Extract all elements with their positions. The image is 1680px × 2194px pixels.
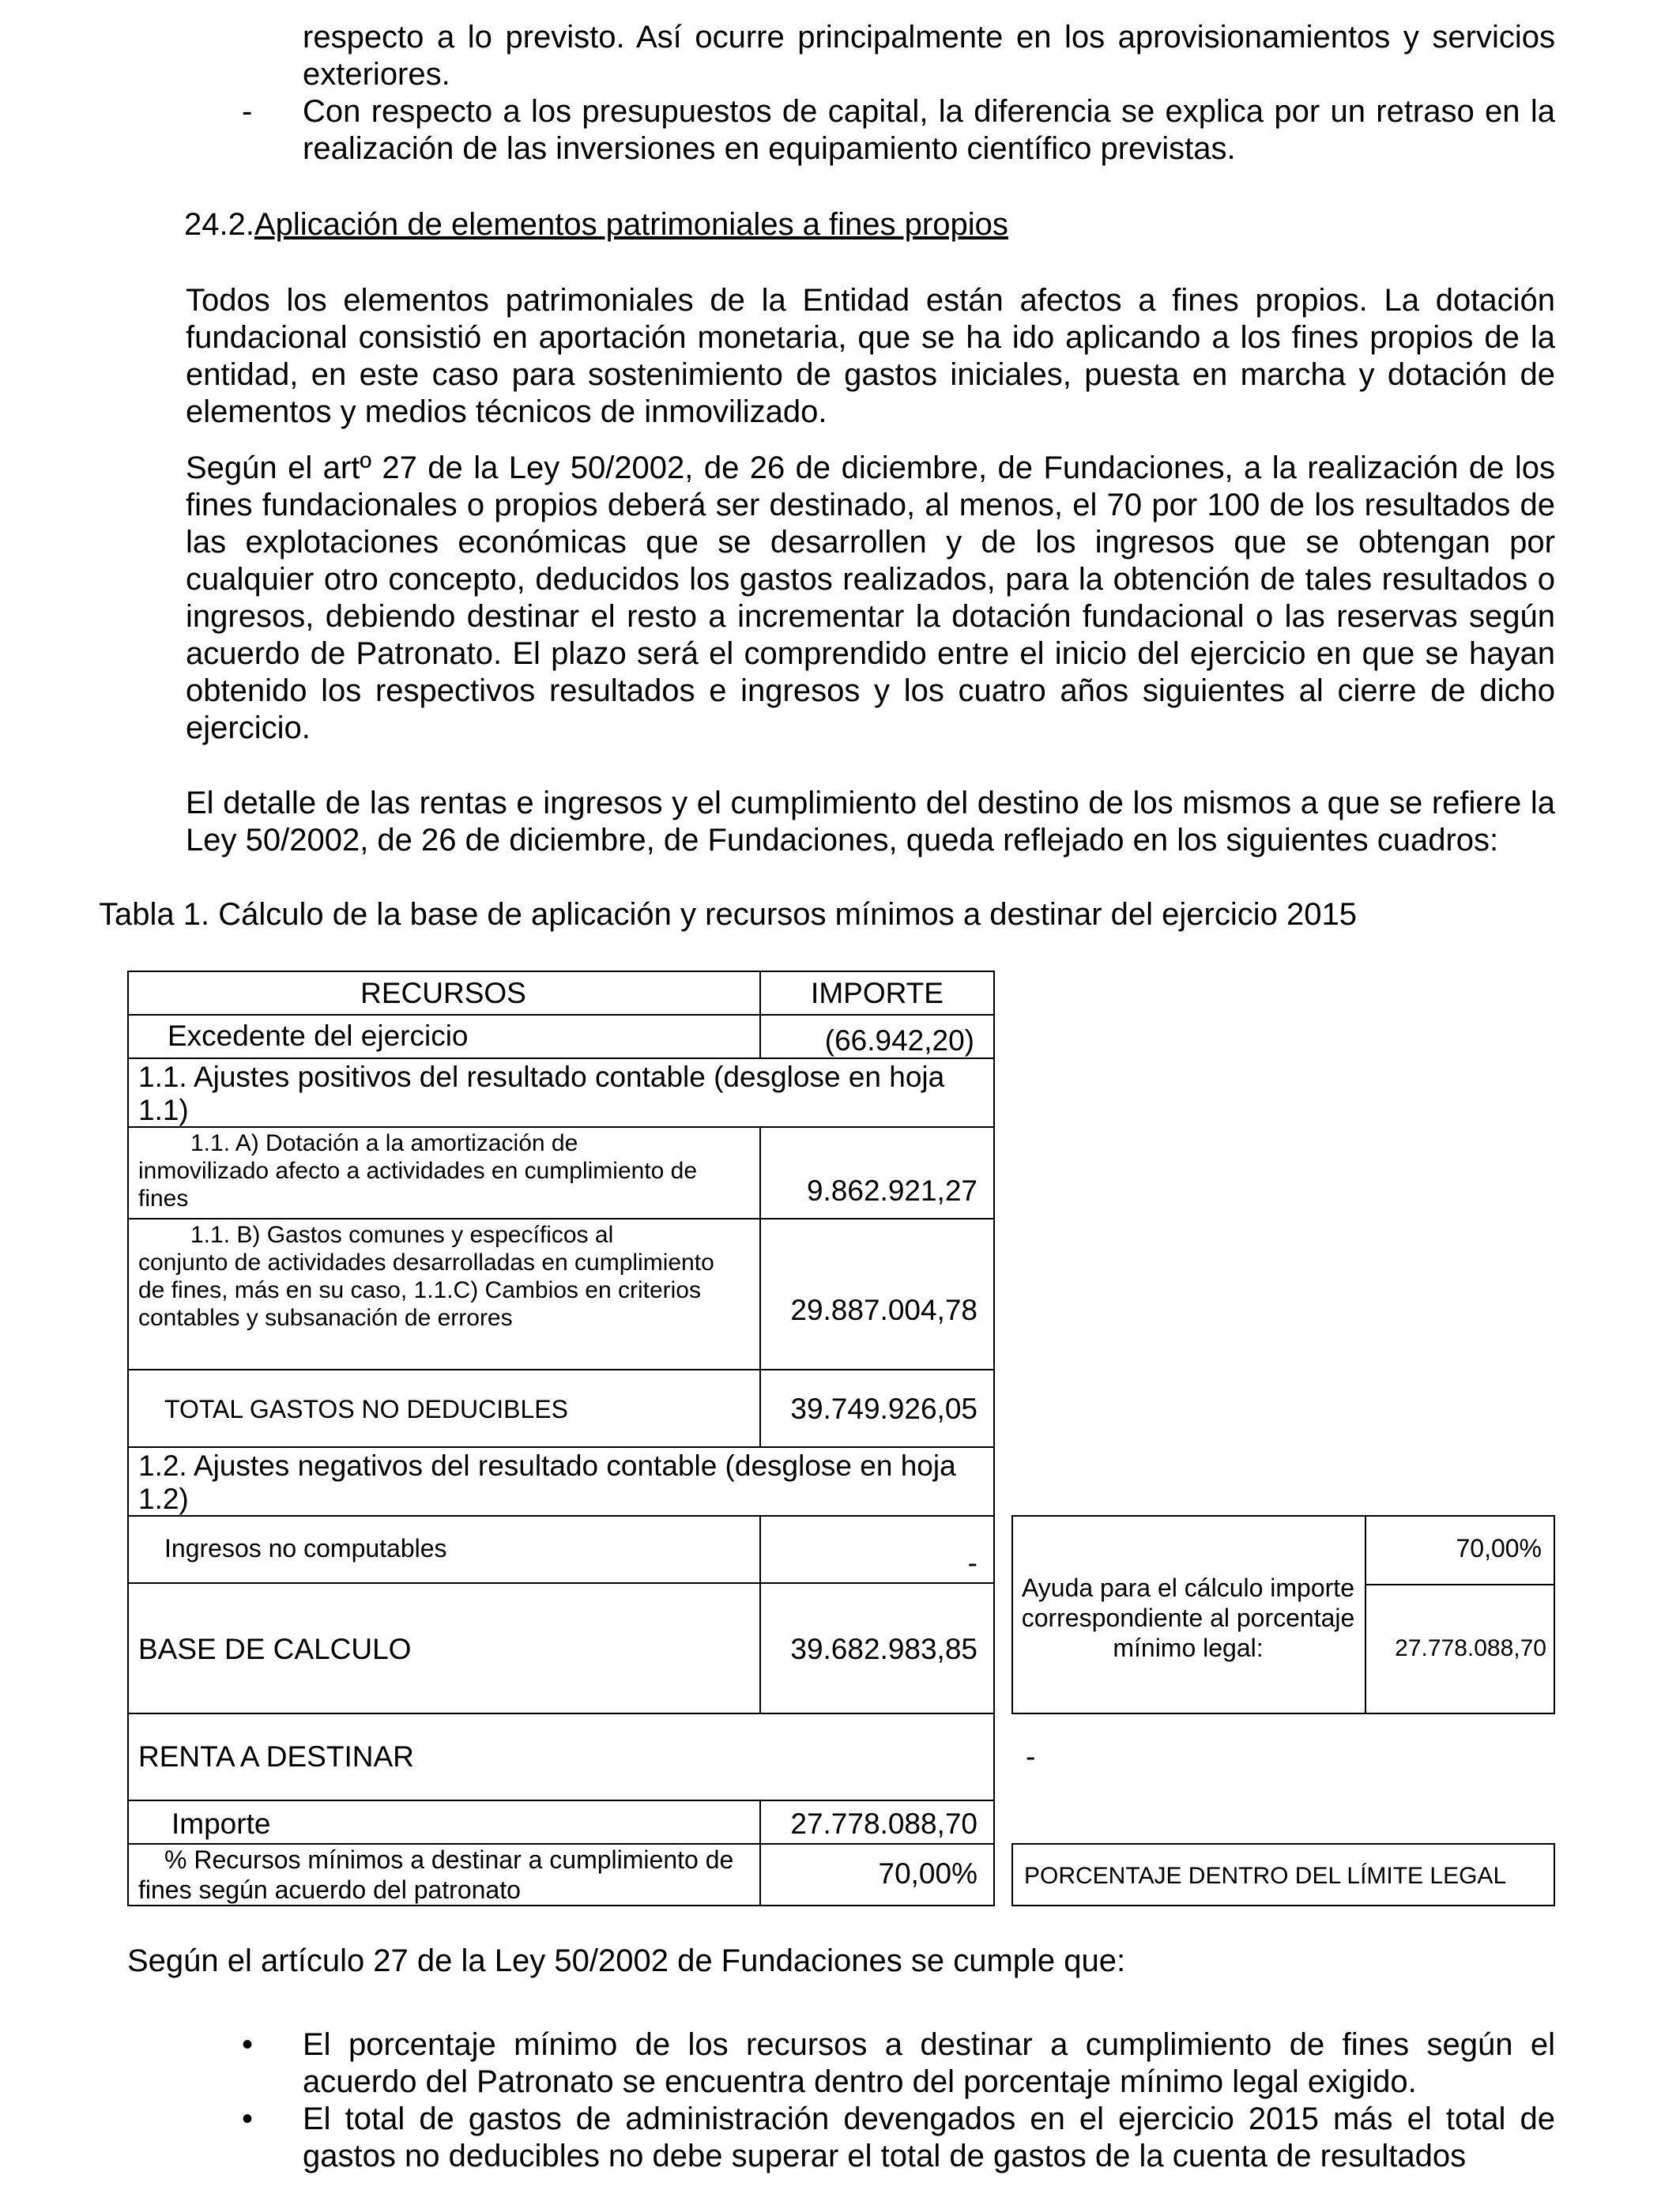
gastos-comunes-value: 29.887.004,78 bbox=[790, 1294, 977, 1326]
paragraph-ley-art27: Según el artº 27 de la Ley 50/2002, de 26 de diciembre, de Fundaciones, a la realización de los fines fundacionales o propios deberá ser destinado, al menos, el 70 por 100 de los resultados de las explotaciones económicas que se desarrollen y de los ingresos que se obtengan por cualquier otro concepto, deducidos los gastos realizados, para la obtención de tales resultados o ingresos, debiendo destinar el resto a incrementar la dotación fundacional o las reservas según acuerdo de Patronato. El plazo será el comprendido entre el inicio del ejercicio en que se hayan obtenido los respectivos resultados e ingresos y los cuatro años siguientes al cierre de dicho ejercicio. bbox=[186, 450, 1555, 745]
amortizacion-value: 9.862.921,27 bbox=[806, 1174, 977, 1207]
base-calculo-value: 39.682.983,85 bbox=[790, 1633, 977, 1665]
excedente-label: Excedente del ejercicio bbox=[168, 1020, 469, 1052]
bullet-dash: - bbox=[242, 94, 253, 129]
bullet-dot-2: • bbox=[242, 2102, 254, 2136]
header-recursos: RECURSOS bbox=[360, 977, 526, 1009]
paragraph-detalle-rentas: El detalle de las rentas e ingresos y el cumplimiento del destino de los mismos a que se refiere la Ley 50/2002, de 26 de diciembre, de Fundaciones, queda reflejado en los siguientes cuadros: bbox=[186, 786, 1555, 858]
intro-continuation: respecto a lo previsto. Así ocurre principalmente en los aprovisionamientos y servicios exteriores. bbox=[303, 20, 1555, 92]
gastos-comunes-label bbox=[138, 1221, 747, 1332]
helper-pct-value: 70,00% bbox=[1456, 1534, 1542, 1563]
importe-value: 27.778.088,70 bbox=[790, 1808, 977, 1840]
ingresos-label: Ingresos no computables bbox=[164, 1534, 447, 1563]
helper-text: Ayuda para el cálculo importe correspondiente al porcentaje mínimo legal: bbox=[1021, 1574, 1355, 1662]
gastos-comunes-label-rest: conjunto de actividades desarrolladas en cumplimiento de fines, más en su caso, 1.1.C) Cambios en criterios contables y subsanación de errores bbox=[138, 1250, 714, 1331]
porcentaje-label-first: % Recursos mínimos a destinar a cumplimiento de bbox=[164, 1845, 734, 1874]
amortizacion-label-first: 1.1. A) Dotación a la amortización de bbox=[190, 1130, 578, 1156]
ajustes-negativos-label: 1.2. Ajustes negativos del resultado contable (desglose en hoja 1.2) bbox=[138, 1449, 956, 1515]
status-text: PORCENTAJE DENTRO DEL LÍMITE LEGAL bbox=[1024, 1863, 1507, 1889]
porcentaje-value: 70,00% bbox=[878, 1857, 977, 1890]
porcentaje-label-rest: fines según acuerdo del patronato bbox=[138, 1875, 521, 1904]
table-caption: Tabla 1. Cálculo de la base de aplicación y recursos mínimos a destinar del ejercicio 2015 bbox=[99, 897, 1357, 932]
importe-label: Importe bbox=[171, 1808, 271, 1840]
bullet-dot-1: • bbox=[242, 2027, 254, 2062]
total-gastos-value: 39.749.926,05 bbox=[790, 1393, 977, 1425]
section-number: 24.2. bbox=[184, 207, 254, 242]
amortizacion-label-rest: inmovilizado afecto a actividades en cumplimiento de fines bbox=[138, 1158, 698, 1212]
paragraph-patrimonio: Todos los elementos patrimoniales de la Entidad están afectos a fines propios. La dotación fundacional consistió en aportación monetaria, que se ha ido aplicando a los fines propios de la entidad, en este caso para sostenimiento de gastos iniciales, puesta en marcha y dotación de elementos y medios técnicos de inmovilizado. bbox=[186, 283, 1555, 429]
conclusion-bullet-1: El porcentaje mínimo de los recursos a destinar a cumplimiento de fines según el acuerdo del Patronato se encuentra dentro del porcentaje mínimo legal exigido. bbox=[303, 2027, 1555, 2099]
total-gastos-label: TOTAL GASTOS NO DEDUCIBLES bbox=[164, 1395, 568, 1423]
gastos-comunes-label-first: 1.1. B) Gastos comunes y específicos al bbox=[190, 1222, 614, 1248]
amortizacion-label bbox=[138, 1129, 747, 1212]
header-importe: IMPORTE bbox=[811, 977, 944, 1009]
renta-destinar-label: RENTA A DESTINAR bbox=[138, 1740, 414, 1773]
excedente-value: (66.942,20) bbox=[824, 1024, 974, 1057]
section-heading bbox=[184, 206, 1008, 243]
ingresos-value: - bbox=[967, 1547, 977, 1579]
conclusion-lead: Según el artículo 27 de la Ley 50/2002 de Fundaciones se cumple que: bbox=[127, 1943, 1126, 1978]
base-calculo-label: BASE DE CALCULO bbox=[138, 1633, 412, 1665]
section-title: Aplicación de elementos patrimoniales a fines propios bbox=[254, 207, 1008, 242]
helper-dash: - bbox=[1026, 1740, 1036, 1773]
ajustes-positivos-label: 1.1. Ajustes positivos del resultado contable (desglose en hoja 1.1) bbox=[138, 1061, 945, 1126]
conclusion-bullet-2: El total de gastos de administración devengados en el ejercicio 2015 más el total de gastos no deducibles no debe superar el total de gastos de la cuenta de resultados bbox=[303, 2102, 1555, 2173]
porcentaje-label bbox=[138, 1845, 755, 1905]
helper-amount-value: 27.778.088,70 bbox=[1395, 1635, 1546, 1661]
bullet-capital-text: Con respecto a los presupuestos de capital, la diferencia se explica por un retraso en la realización de las inversiones en equipamiento científico previstas. bbox=[303, 94, 1555, 166]
